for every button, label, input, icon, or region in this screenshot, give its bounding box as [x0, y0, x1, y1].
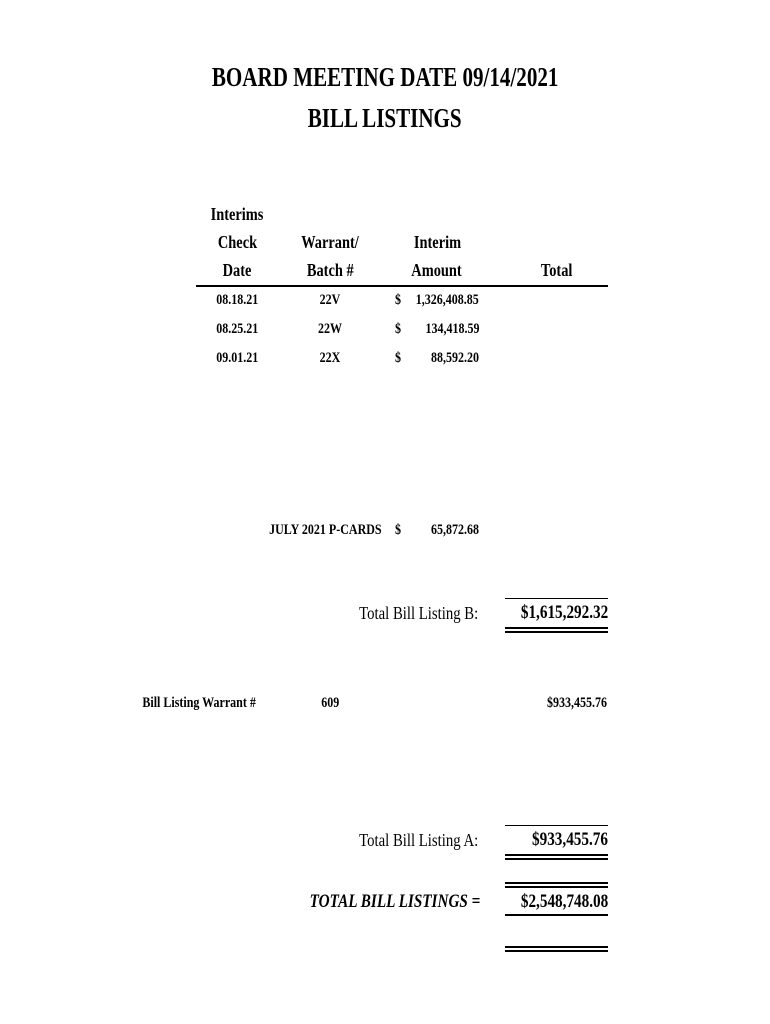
listing-a-label: Total Bill Listing A: [358, 830, 478, 850]
row-currency: $ [395, 292, 401, 308]
listing-b-label: Total Bill Listing B: [358, 603, 478, 623]
bottom-double-rule-1 [505, 946, 608, 948]
listing-b-double-rule-2 [505, 631, 608, 633]
listing-a-top-rule [505, 825, 608, 826]
row-date: 08.25.21 [216, 321, 258, 337]
page-title: BOARD MEETING DATE 09/14/2021 [211, 62, 559, 92]
grand-total-top-rule-1 [505, 882, 608, 884]
listing-a-double-rule-1 [505, 854, 608, 856]
col-header-interims: Interims [210, 204, 264, 224]
col-header-date: Date [222, 260, 252, 280]
col-header-amount: Amount [411, 260, 463, 280]
col-header-total: Total [541, 260, 573, 280]
col-header-interim: Interim [413, 232, 461, 252]
warrant-value: $933,455.76 [547, 695, 607, 711]
warrant-number: 609 [321, 695, 339, 711]
col-header-check: Check [217, 232, 257, 252]
row-currency: $ [395, 321, 401, 337]
pcards-label: JULY 2021 P-CARDS [269, 522, 382, 538]
grand-total-label: TOTAL BILL LISTINGS = [309, 891, 480, 912]
pcards-amount: 65,872.68 [431, 522, 479, 538]
row-currency: $ [395, 350, 401, 366]
row-amount: 134,418.59 [425, 321, 479, 337]
row-batch: 22W [318, 321, 342, 337]
bottom-double-rule-2 [505, 950, 608, 952]
row-date: 08.18.21 [216, 292, 258, 308]
warrant-label: Bill Listing Warrant # [142, 695, 256, 711]
pcards-currency: $ [395, 522, 401, 538]
col-header-batch: Batch # [306, 260, 354, 280]
row-amount: 1,326,408.85 [416, 292, 479, 308]
listing-a-value: $933,455.76 [532, 829, 608, 850]
header-rule [196, 285, 608, 287]
col-header-warrant: Warrant/ [301, 232, 359, 252]
grand-total-value: $2,548,748.08 [520, 891, 608, 912]
grand-total-bottom-rule [505, 914, 608, 916]
listing-a-double-rule-2 [505, 858, 608, 860]
row-batch: 22V [319, 292, 341, 308]
listing-b-top-rule [505, 598, 608, 599]
listing-b-value: $1,615,292.32 [520, 602, 608, 623]
listing-b-double-rule-1 [505, 627, 608, 629]
page-subtitle: BILL LISTINGS [308, 103, 462, 133]
row-batch: 22X [319, 350, 341, 366]
grand-total-top-rule-2 [505, 886, 608, 888]
row-amount: 88,592.20 [431, 350, 479, 366]
row-date: 09.01.21 [216, 350, 258, 366]
